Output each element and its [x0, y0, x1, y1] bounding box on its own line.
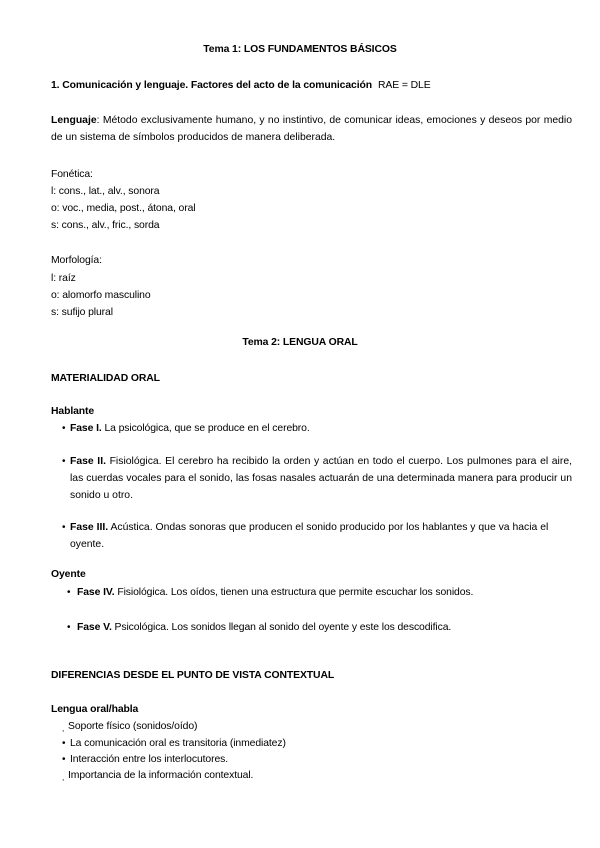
- list-item: Interacción entre los interlocutores.: [70, 754, 229, 765]
- fase-item: [70, 453, 572, 504]
- section-heading: [51, 79, 431, 92]
- hablante-heading: Hablante: [51, 406, 95, 417]
- fase-text: Fisiológica. El cerebro ha recibido la orden y actúan en todo el cuerpo. Los pulmones para el aire, las cuerdas vocales para el sonido, las fosas nasales actuarán de una determinada manera para producir un sonido u otro.: [70, 456, 572, 501]
- comma-bullet-icon: ,: [62, 724, 65, 733]
- lenguaje-definition: : Método exclusivamente humano, y no instintivo, de comunicar ideas, emociones y deseos por medio de un sistema de símbolos producidos de manera deliberada.: [51, 115, 572, 143]
- fase-label: Fase I.: [70, 423, 102, 434]
- lengua-oral-heading: Lengua oral/habla: [51, 704, 139, 715]
- fase-text: Psicológica. Los sonidos llegan al sonido del oyente y este los descodifica.: [111, 622, 452, 633]
- fase-label: Fase V.: [77, 622, 112, 633]
- materialidad-heading: MATERIALIDAD ORAL: [51, 373, 160, 384]
- fase-text: Fisiológica. Los oídos, tienen una estructura que permite escuchar los sonidos.: [114, 587, 474, 598]
- bullet-icon: •: [67, 622, 71, 633]
- tema2-title: Tema 2: LENGUA ORAL: [242, 337, 358, 348]
- bullet-icon: •: [62, 754, 66, 765]
- bullet-icon: •: [62, 738, 66, 749]
- fase-label: Fase II.: [70, 456, 106, 467]
- morfologia-line: s: sufijo plural: [51, 307, 113, 318]
- bullet-icon: •: [62, 456, 66, 467]
- tema1-title: Tema 1: LOS FUNDAMENTOS BÁSICOS: [203, 44, 397, 55]
- section-heading-text: 1. Comunicación y lenguaje. Factores del acto de la comunicación: [51, 80, 372, 91]
- oyente-heading: Oyente: [51, 569, 86, 580]
- bullet-icon: •: [62, 522, 66, 533]
- fase-item: [77, 621, 451, 634]
- bullet-icon: •: [67, 587, 71, 598]
- section-note: RAE = DLE: [378, 80, 431, 91]
- bullet-icon: •: [62, 423, 66, 434]
- morfologia-heading: Morfología:: [51, 255, 102, 266]
- list-item: La comunicación oral es transitoria (inmediatez): [70, 738, 286, 749]
- fase-item: [70, 422, 310, 435]
- list-item: Importancia de la información contextual.: [68, 770, 254, 781]
- fonetica-line: o: voc., media, post., átona, oral: [51, 203, 196, 214]
- lenguaje-definition-paragraph: [51, 112, 572, 146]
- fonetica-line: l: cons., lat., alv., sonora: [51, 186, 160, 197]
- lenguaje-term: Lenguaje: [51, 115, 97, 126]
- morfologia-line: l: raíz: [51, 273, 76, 284]
- fase-item: [70, 519, 570, 553]
- morfologia-line: o: alomorfo masculino: [51, 290, 151, 301]
- fase-text: Acústica. Ondas sonoras que producen el sonido producido por los hablantes y que va hacia el oyente.: [70, 522, 549, 550]
- fase-label: Fase III.: [70, 522, 109, 533]
- list-item: Soporte físico (sonidos/oído): [68, 721, 198, 732]
- fase-label: Fase IV.: [77, 587, 115, 598]
- diferencias-heading: DIFERENCIAS DESDE EL PUNTO DE VISTA CONTEXTUAL: [51, 670, 335, 681]
- fonetica-line: s: cons., alv., fric., sorda: [51, 220, 160, 231]
- comma-bullet-icon: ,: [62, 773, 65, 782]
- fase-text: La psicológica, que se produce en el cerebro.: [101, 423, 310, 434]
- fonetica-heading: Fonética:: [51, 169, 93, 180]
- fase-item: [77, 586, 473, 599]
